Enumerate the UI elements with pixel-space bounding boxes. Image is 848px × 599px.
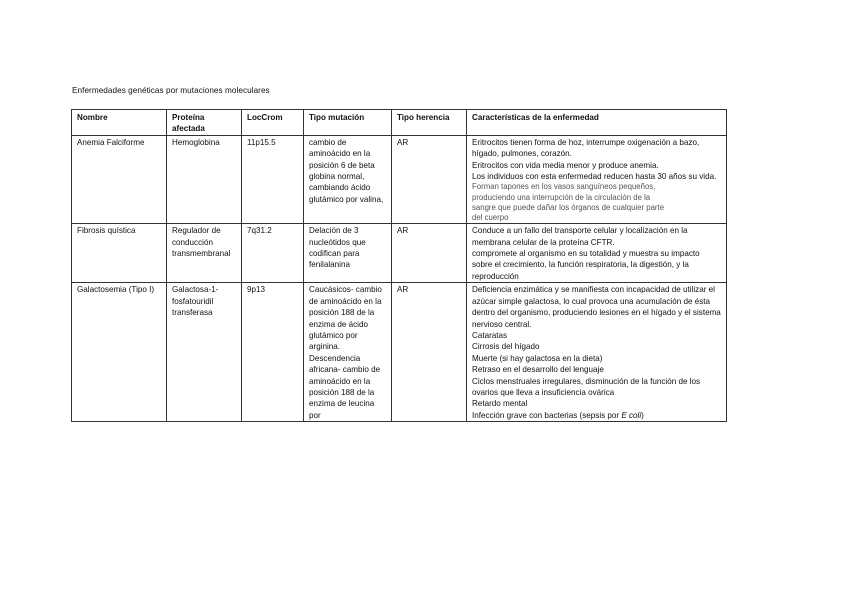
cell-herencia: AR [392,224,467,283]
cell-caracteristicas [467,283,727,422]
characteristic-line: Retardo mental [472,399,528,409]
characteristic-line-gray: produciendo una interrupción de la circulación de la [472,192,651,202]
document-title: Enfermedades genéticas por mutaciones moleculares [72,86,270,95]
characteristic-line: Ciclos menstruales irregulares, disminución de la función de los ovarios que lleva a insuficiencia ovárica [472,376,701,397]
infection-suffix: ) [641,410,644,420]
characteristic-line: Retraso en el desarrollo del lenguaje [472,365,604,375]
cell-proteina: Hemoglobina [167,135,242,223]
infection-prefix: Infección grave con bacterias (sepsis por [472,410,622,420]
table-header-row [72,110,727,136]
header-tipo-herencia: Tipo herencia [392,110,467,136]
cell-mutacion: Delación de 3 nucleótidos que codifican para fenilalanina [304,224,392,283]
cell-herencia: AR [392,135,467,223]
cell-herencia: AR [392,283,467,422]
characteristic-line-gray: del cuerpo [472,213,509,223]
header-proteina: Proteína afectada [167,110,242,136]
characteristic-line: Los individuos con esta enfermedad reducen hasta 30 años su vida. [472,172,717,182]
cell-nombre: Galactosemia (Tipo I) [72,283,167,422]
infection-bacteria: E coli [621,410,642,420]
characteristic-line: Deficiencia enzimática y se manifiesta con incapacidad de utilizar el azúcar simple galactosa, lo cual provoca una acumulación de ésta dentro del organismo, produciendo lesiones en el hígado y el sistema nervioso central. [472,285,721,329]
header-loccrom: LocCrom [242,110,304,136]
cell-caracteristicas [467,135,727,223]
characteristic-line: Cirrosis del hígado [472,342,540,352]
header-caracteristicas: Características de la enfermedad [467,110,727,136]
cell-caracteristicas [467,224,727,283]
cell-mutacion: Caucásicos- cambio de aminoácido en la posición 188 de la enzima de ácido glutámico por arginina. Descendencia africana- cambio de aminoácido en la posición 188 de la enzima de leucina por [304,283,392,422]
characteristic-line: Muerte (si hay galactosa en la dieta) [472,353,603,363]
characteristic-line-gray: sangre que puede dañar los órganos de cualquier parte [472,202,665,212]
genetic-diseases-table [71,109,727,422]
characteristic-line: Eritrocitos con vida media menor y produce anemia. [472,160,659,170]
cell-proteina: Galactosa-1-fosfatouridil transferasa [167,283,242,422]
cell-nombre: Fibrosis quística [72,224,167,283]
characteristic-line: Eritrocitos tienen forma de hoz, interrumpe oxigenación a bazo, hígado, pulmones, corazón. [472,137,700,159]
characteristic-line: compromete al organismo en su totalidad y muestra su impacto sobre el crecimiento, la función respiratoria, la digestión, y la reproducción [472,249,700,281]
table-row [72,283,727,422]
characteristic-line: Cataratas [472,330,508,340]
cell-nombre: Anemia Falciforme [72,135,167,223]
characteristic-line-infection [472,410,722,421]
header-nombre: Nombre [72,110,167,136]
cell-loccrom: 11p15.5 [242,135,304,223]
cell-proteina: Regulador de conducción transmembranal [167,224,242,283]
cell-mutacion: cambio de aminoácido en la posición 6 de beta globina normal, cambiando ácido glutámico por valina, [304,135,392,223]
cell-loccrom: 7q31.2 [242,224,304,283]
characteristic-line-gray: Forman tapones en los vasos sanguíneos pequeños, [472,182,656,192]
characteristic-line: Conduce a un fallo del transporte celular y localización en la membrana celular de la proteína CFTR. [472,226,688,247]
table-row [72,224,727,283]
cell-loccrom: 9p13 [242,283,304,422]
table-row [72,135,727,223]
header-tipo-mutacion: Tipo mutación [304,110,392,136]
